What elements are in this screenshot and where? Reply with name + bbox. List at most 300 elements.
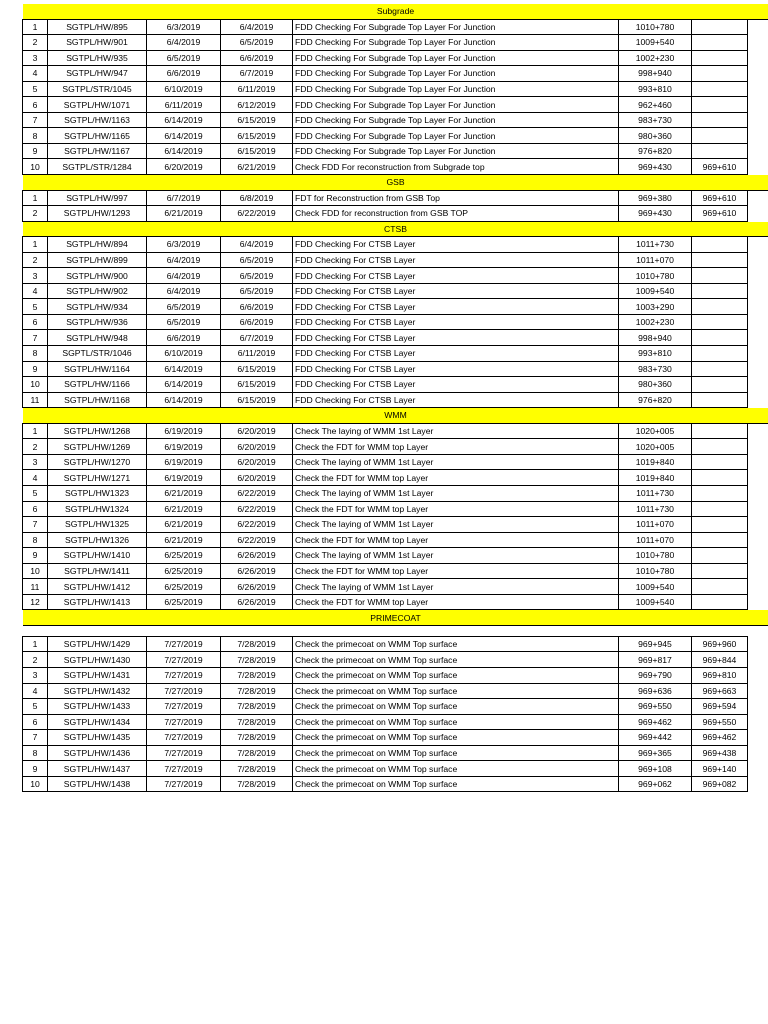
- report-date: 6/15/2019: [221, 392, 293, 408]
- chainage-to: [692, 128, 748, 144]
- work-description: FDD Checking For CTSB Layer: [293, 330, 619, 346]
- chainage-from: 1009+540: [619, 283, 692, 299]
- work-description: FDT for Reconstruction from GSB Top: [293, 190, 619, 206]
- report-date: 7/28/2019: [221, 745, 293, 761]
- table-row: [23, 745, 768, 761]
- work-description: FDD Checking For Subgrade Top Layer For Junction: [293, 143, 619, 159]
- inspection-date: 7/27/2019: [147, 652, 221, 668]
- empty-cell: [748, 299, 768, 315]
- chainage-to: [692, 548, 748, 564]
- report-date: 6/22/2019: [221, 532, 293, 548]
- row-serial: 7: [23, 330, 48, 346]
- inspection-date: 6/25/2019: [147, 579, 221, 595]
- report-date: 6/20/2019: [221, 454, 293, 470]
- table-row: [23, 206, 768, 222]
- inspection-date: 6/14/2019: [147, 361, 221, 377]
- chainage-to: [692, 330, 748, 346]
- row-serial: 4: [23, 470, 48, 486]
- table-row: [23, 683, 768, 699]
- section-header-ctsb: [23, 221, 768, 237]
- chainage-to: 969+810: [692, 667, 748, 683]
- work-description: Check The laying of WMM 1st Layer: [293, 579, 619, 595]
- inspection-date: 6/25/2019: [147, 563, 221, 579]
- section-title: WMM: [23, 408, 768, 424]
- chainage-from: 1019+840: [619, 454, 692, 470]
- report-date: 6/15/2019: [221, 128, 293, 144]
- chainage-to: 969+844: [692, 652, 748, 668]
- table-row: [23, 237, 768, 253]
- request-number: SGTPL/HW/1436: [48, 745, 147, 761]
- chainage-from: 1002+230: [619, 50, 692, 66]
- report-date: 6/20/2019: [221, 439, 293, 455]
- chainage-to: [692, 252, 748, 268]
- inspection-date: 6/5/2019: [147, 50, 221, 66]
- table-row: [23, 730, 768, 746]
- inspection-date: 6/14/2019: [147, 377, 221, 393]
- work-description: Check the primecoat on WMM Top surface: [293, 667, 619, 683]
- chainage-to: 969+082: [692, 776, 748, 792]
- work-description: Check the FDT for WMM top Layer: [293, 501, 619, 517]
- report-date: 7/28/2019: [221, 776, 293, 792]
- inspection-date: 7/27/2019: [147, 667, 221, 683]
- chainage-from: 1010+780: [619, 563, 692, 579]
- inspection-date: 6/19/2019: [147, 423, 221, 439]
- chainage-from: 983+730: [619, 112, 692, 128]
- row-serial: 6: [23, 97, 48, 113]
- request-number: SGTPL/HW/1411: [48, 563, 147, 579]
- empty-cell: [748, 470, 768, 486]
- empty-cell: [748, 761, 768, 777]
- table-row: [23, 470, 768, 486]
- inspection-date: 6/7/2019: [147, 190, 221, 206]
- chainage-from: 980+360: [619, 377, 692, 393]
- report-date: 6/22/2019: [221, 206, 293, 222]
- report-date: 6/15/2019: [221, 112, 293, 128]
- report-date: 6/11/2019: [221, 346, 293, 362]
- empty-cell: [748, 652, 768, 668]
- row-serial: 8: [23, 532, 48, 548]
- inspection-date: 6/5/2019: [147, 299, 221, 315]
- report-date: 7/28/2019: [221, 636, 293, 652]
- request-number: SGTPL/HW/1434: [48, 714, 147, 730]
- request-number: SGTPL/HW/1167: [48, 143, 147, 159]
- inspection-date: 6/6/2019: [147, 66, 221, 82]
- work-description: FDD Checking For Subgrade Top Layer For Junction: [293, 50, 619, 66]
- chainage-from: 1020+005: [619, 439, 692, 455]
- empty-cell: [748, 112, 768, 128]
- section-title: GSB: [23, 175, 768, 191]
- empty-cell: [748, 454, 768, 470]
- chainage-from: 969+365: [619, 745, 692, 761]
- request-number: SGTPL/HW/1271: [48, 470, 147, 486]
- chainage-to: [692, 283, 748, 299]
- request-number: SGTPL/HW/1413: [48, 594, 147, 610]
- empty-cell: [748, 35, 768, 51]
- table-row: [23, 50, 768, 66]
- table-row: [23, 330, 768, 346]
- row-serial: 5: [23, 699, 48, 715]
- report-date: 7/28/2019: [221, 699, 293, 715]
- table-row: [23, 579, 768, 595]
- request-number: SGTPL/HW/1410: [48, 548, 147, 564]
- chainage-from: 1011+070: [619, 252, 692, 268]
- table-row: [23, 66, 768, 82]
- work-description: FDD Checking For CTSB Layer: [293, 392, 619, 408]
- inspection-date: 6/4/2019: [147, 252, 221, 268]
- empty-cell: [748, 66, 768, 82]
- table-row: [23, 143, 768, 159]
- empty-cell: [748, 594, 768, 610]
- report-date: 6/5/2019: [221, 35, 293, 51]
- empty-cell: [748, 377, 768, 393]
- chainage-to: [692, 439, 748, 455]
- row-serial: 4: [23, 283, 48, 299]
- chainage-from: 998+940: [619, 66, 692, 82]
- report-date: 6/5/2019: [221, 283, 293, 299]
- table-row: [23, 159, 768, 175]
- empty-cell: [748, 563, 768, 579]
- empty-cell: [748, 667, 768, 683]
- row-serial: 6: [23, 314, 48, 330]
- report-date: 7/28/2019: [221, 667, 293, 683]
- inspection-date: 7/27/2019: [147, 699, 221, 715]
- row-serial: 5: [23, 299, 48, 315]
- chainage-from: 1011+730: [619, 485, 692, 501]
- chainage-to: [692, 143, 748, 159]
- chainage-to: [692, 454, 748, 470]
- report-date: 6/15/2019: [221, 377, 293, 393]
- empty-cell: [748, 392, 768, 408]
- report-date: 6/6/2019: [221, 50, 293, 66]
- request-number: SGTPL/HW/1430: [48, 652, 147, 668]
- row-serial: 10: [23, 563, 48, 579]
- request-number: SGTPL/HW1324: [48, 501, 147, 517]
- row-serial: 9: [23, 143, 48, 159]
- table-row: [23, 699, 768, 715]
- empty-cell: [748, 730, 768, 746]
- report-date: 7/28/2019: [221, 683, 293, 699]
- work-description: Check the primecoat on WMM Top surface: [293, 761, 619, 777]
- inspection-date: 6/3/2019: [147, 237, 221, 253]
- inspection-date: 6/4/2019: [147, 283, 221, 299]
- chainage-to: 969+960: [692, 636, 748, 652]
- chainage-from: 969+442: [619, 730, 692, 746]
- chainage-from: 969+430: [619, 159, 692, 175]
- work-description: FDD Checking For CTSB Layer: [293, 377, 619, 393]
- chainage-to: [692, 563, 748, 579]
- inspection-date: 6/21/2019: [147, 532, 221, 548]
- spacer-cell: [23, 625, 768, 636]
- empty-cell: [748, 485, 768, 501]
- work-description: Check The laying of WMM 1st Layer: [293, 454, 619, 470]
- row-serial: 1: [23, 19, 48, 35]
- chainage-from: 1010+780: [619, 19, 692, 35]
- section-title: PRIMECOAT: [23, 610, 768, 626]
- chainage-to: [692, 112, 748, 128]
- row-serial: 7: [23, 730, 48, 746]
- empty-cell: [748, 159, 768, 175]
- inspection-date: 6/25/2019: [147, 548, 221, 564]
- row-serial: 8: [23, 745, 48, 761]
- request-number: SGTPL/HW/1165: [48, 128, 147, 144]
- work-description: Check the primecoat on WMM Top surface: [293, 730, 619, 746]
- request-number: SGTPL/HW/1268: [48, 423, 147, 439]
- work-description: Check the FDT for WMM top Layer: [293, 594, 619, 610]
- request-number: SGTPL/HW/1432: [48, 683, 147, 699]
- table-row: [23, 97, 768, 113]
- work-description: Check The laying of WMM 1st Layer: [293, 485, 619, 501]
- table-row: [23, 594, 768, 610]
- row-serial: 2: [23, 252, 48, 268]
- chainage-to: [692, 501, 748, 517]
- request-number: SGTPL/HW/1164: [48, 361, 147, 377]
- row-serial: 6: [23, 501, 48, 517]
- chainage-to: [692, 361, 748, 377]
- empty-cell: [748, 683, 768, 699]
- table-row: [23, 190, 768, 206]
- request-number: SGTPL/HW/1437: [48, 761, 147, 777]
- row-serial: 1: [23, 636, 48, 652]
- report-date: 6/12/2019: [221, 97, 293, 113]
- inspection-date: 6/4/2019: [147, 35, 221, 51]
- chainage-from: 1009+540: [619, 579, 692, 595]
- work-description: FDD Checking For CTSB Layer: [293, 346, 619, 362]
- request-number: SGTPL/HW/895: [48, 19, 147, 35]
- row-serial: 7: [23, 517, 48, 533]
- chainage-to: 969+663: [692, 683, 748, 699]
- table-row: [23, 667, 768, 683]
- row-serial: 4: [23, 66, 48, 82]
- work-description: Check the FDT for WMM top Layer: [293, 439, 619, 455]
- inspection-date: 6/10/2019: [147, 346, 221, 362]
- row-serial: 4: [23, 683, 48, 699]
- report-date: 6/7/2019: [221, 330, 293, 346]
- section-title: Subgrade: [23, 4, 768, 19]
- report-date: 7/28/2019: [221, 652, 293, 668]
- chainage-from: 1009+540: [619, 594, 692, 610]
- table-row: [23, 19, 768, 35]
- chainage-to: [692, 517, 748, 533]
- request-number: SGTPL/HW/1433: [48, 699, 147, 715]
- table-row: [23, 652, 768, 668]
- table-row: [23, 454, 768, 470]
- empty-cell: [748, 776, 768, 792]
- work-description: FDD Checking For Subgrade Top Layer For Junction: [293, 66, 619, 82]
- report-date: 6/22/2019: [221, 485, 293, 501]
- inspection-date: 6/10/2019: [147, 81, 221, 97]
- chainage-from: 1019+840: [619, 470, 692, 486]
- report-date: 6/22/2019: [221, 501, 293, 517]
- request-number: SGTPL/HW/1163: [48, 112, 147, 128]
- empty-cell: [748, 714, 768, 730]
- inspection-date: 7/27/2019: [147, 761, 221, 777]
- row-serial: 11: [23, 579, 48, 595]
- chainage-to: [692, 470, 748, 486]
- chainage-from: 993+810: [619, 81, 692, 97]
- work-description: Check FDD for reconstruction from GSB TOP: [293, 206, 619, 222]
- chainage-to: [692, 532, 748, 548]
- empty-cell: [748, 50, 768, 66]
- report-date: 6/5/2019: [221, 268, 293, 284]
- report-date: 6/5/2019: [221, 252, 293, 268]
- request-number: SGTPL/STR/1284: [48, 159, 147, 175]
- chainage-from: 1011+070: [619, 532, 692, 548]
- work-description: FDD Checking For Subgrade Top Layer For Junction: [293, 97, 619, 113]
- inspection-date: 6/14/2019: [147, 143, 221, 159]
- request-number: SGTPL/HW/902: [48, 283, 147, 299]
- work-description: Check The laying of WMM 1st Layer: [293, 517, 619, 533]
- inspection-date: 6/21/2019: [147, 485, 221, 501]
- chainage-to: 969+462: [692, 730, 748, 746]
- table-row: [23, 423, 768, 439]
- report-date: 6/20/2019: [221, 423, 293, 439]
- table-row: [23, 112, 768, 128]
- inspection-date: 6/20/2019: [147, 159, 221, 175]
- work-description: Check the primecoat on WMM Top surface: [293, 714, 619, 730]
- chainage-from: 1002+230: [619, 314, 692, 330]
- inspection-date: 6/21/2019: [147, 206, 221, 222]
- request-number: SGTPL/HW/1431: [48, 667, 147, 683]
- chainage-from: 969+380: [619, 190, 692, 206]
- work-description: Check The laying of WMM 1st Layer: [293, 548, 619, 564]
- chainage-from: 1010+780: [619, 548, 692, 564]
- work-description: Check the primecoat on WMM Top surface: [293, 745, 619, 761]
- empty-cell: [748, 501, 768, 517]
- table-row: [23, 346, 768, 362]
- chainage-from: 969+430: [619, 206, 692, 222]
- chainage-to: 969+610: [692, 159, 748, 175]
- work-description: Check the primecoat on WMM Top surface: [293, 636, 619, 652]
- empty-cell: [748, 579, 768, 595]
- inspection-date: 6/19/2019: [147, 470, 221, 486]
- request-number: SGTPL/HW1326: [48, 532, 147, 548]
- inspection-log-body: [23, 4, 768, 792]
- chainage-from: 998+940: [619, 330, 692, 346]
- inspection-date: 6/3/2019: [147, 19, 221, 35]
- request-number: SGTPL/STR/1045: [48, 81, 147, 97]
- row-serial: 2: [23, 206, 48, 222]
- section-header-subgrade: [23, 4, 768, 19]
- work-description: Check the primecoat on WMM Top surface: [293, 699, 619, 715]
- inspection-date: 6/14/2019: [147, 392, 221, 408]
- table-row: [23, 563, 768, 579]
- table-row: [23, 532, 768, 548]
- report-date: 6/26/2019: [221, 594, 293, 610]
- request-number: SGTPL/HW/894: [48, 237, 147, 253]
- chainage-to: 969+438: [692, 745, 748, 761]
- chainage-to: 969+140: [692, 761, 748, 777]
- inspection-date: 6/6/2019: [147, 330, 221, 346]
- request-number: SGTPL/HW/901: [48, 35, 147, 51]
- chainage-from: 1011+730: [619, 501, 692, 517]
- report-date: 6/4/2019: [221, 237, 293, 253]
- empty-cell: [748, 745, 768, 761]
- report-date: 6/15/2019: [221, 361, 293, 377]
- chainage-to: [692, 392, 748, 408]
- empty-cell: [748, 190, 768, 206]
- inspection-date: 7/27/2019: [147, 683, 221, 699]
- row-serial: 5: [23, 81, 48, 97]
- work-description: Check FDD For reconstruction from Subgrade top: [293, 159, 619, 175]
- table-row: [23, 314, 768, 330]
- chainage-from: 969+062: [619, 776, 692, 792]
- request-number: SGTPL/HW/1166: [48, 377, 147, 393]
- chainage-from: 969+790: [619, 667, 692, 683]
- work-description: Check the primecoat on WMM Top surface: [293, 683, 619, 699]
- request-number: SGTPL/HW/1071: [48, 97, 147, 113]
- chainage-from: 969+108: [619, 761, 692, 777]
- section-spacer: [23, 625, 768, 636]
- inspection-date: 6/5/2019: [147, 314, 221, 330]
- table-row: [23, 128, 768, 144]
- row-serial: 1: [23, 423, 48, 439]
- chainage-from: 1011+070: [619, 517, 692, 533]
- request-number: SGTPL/HW/1429: [48, 636, 147, 652]
- chainage-from: 976+820: [619, 392, 692, 408]
- empty-cell: [748, 128, 768, 144]
- work-description: FDD Checking For CTSB Layer: [293, 299, 619, 315]
- request-number: SGTPL/HW/1270: [48, 454, 147, 470]
- empty-cell: [748, 636, 768, 652]
- empty-cell: [748, 330, 768, 346]
- work-description: FDD Checking For CTSB Layer: [293, 268, 619, 284]
- chainage-from: 1010+780: [619, 268, 692, 284]
- row-serial: 2: [23, 439, 48, 455]
- work-description: FDD Checking For Subgrade Top Layer For Junction: [293, 19, 619, 35]
- row-serial: 3: [23, 667, 48, 683]
- inspection-date: 6/4/2019: [147, 268, 221, 284]
- report-date: 7/28/2019: [221, 714, 293, 730]
- table-row: [23, 35, 768, 51]
- work-description: Check the primecoat on WMM Top surface: [293, 776, 619, 792]
- row-serial: 3: [23, 454, 48, 470]
- table-row: [23, 439, 768, 455]
- chainage-to: 969+594: [692, 699, 748, 715]
- chainage-from: 969+945: [619, 636, 692, 652]
- row-serial: 7: [23, 112, 48, 128]
- table-row: [23, 485, 768, 501]
- chainage-to: [692, 485, 748, 501]
- chainage-to: 969+610: [692, 190, 748, 206]
- empty-cell: [748, 314, 768, 330]
- row-serial: 5: [23, 485, 48, 501]
- row-serial: 10: [23, 776, 48, 792]
- chainage-from: 962+460: [619, 97, 692, 113]
- request-number: SGTPL/HW/1435: [48, 730, 147, 746]
- empty-cell: [748, 143, 768, 159]
- chainage-to: 969+550: [692, 714, 748, 730]
- table-row: [23, 714, 768, 730]
- chainage-to: [692, 579, 748, 595]
- section-header-gsb: [23, 175, 768, 191]
- row-serial: 8: [23, 128, 48, 144]
- report-date: 6/21/2019: [221, 159, 293, 175]
- chainage-to: [692, 50, 748, 66]
- empty-cell: [748, 439, 768, 455]
- report-date: 6/15/2019: [221, 143, 293, 159]
- empty-cell: [748, 699, 768, 715]
- section-header-primecoat: [23, 610, 768, 626]
- chainage-to: [692, 97, 748, 113]
- request-number: SGTPL/HW/1412: [48, 579, 147, 595]
- chainage-to: [692, 66, 748, 82]
- chainage-from: 1003+290: [619, 299, 692, 315]
- table-row: [23, 517, 768, 533]
- work-description: FDD Checking For CTSB Layer: [293, 283, 619, 299]
- table-row: [23, 392, 768, 408]
- row-serial: 12: [23, 594, 48, 610]
- work-description: FDD Checking For CTSB Layer: [293, 314, 619, 330]
